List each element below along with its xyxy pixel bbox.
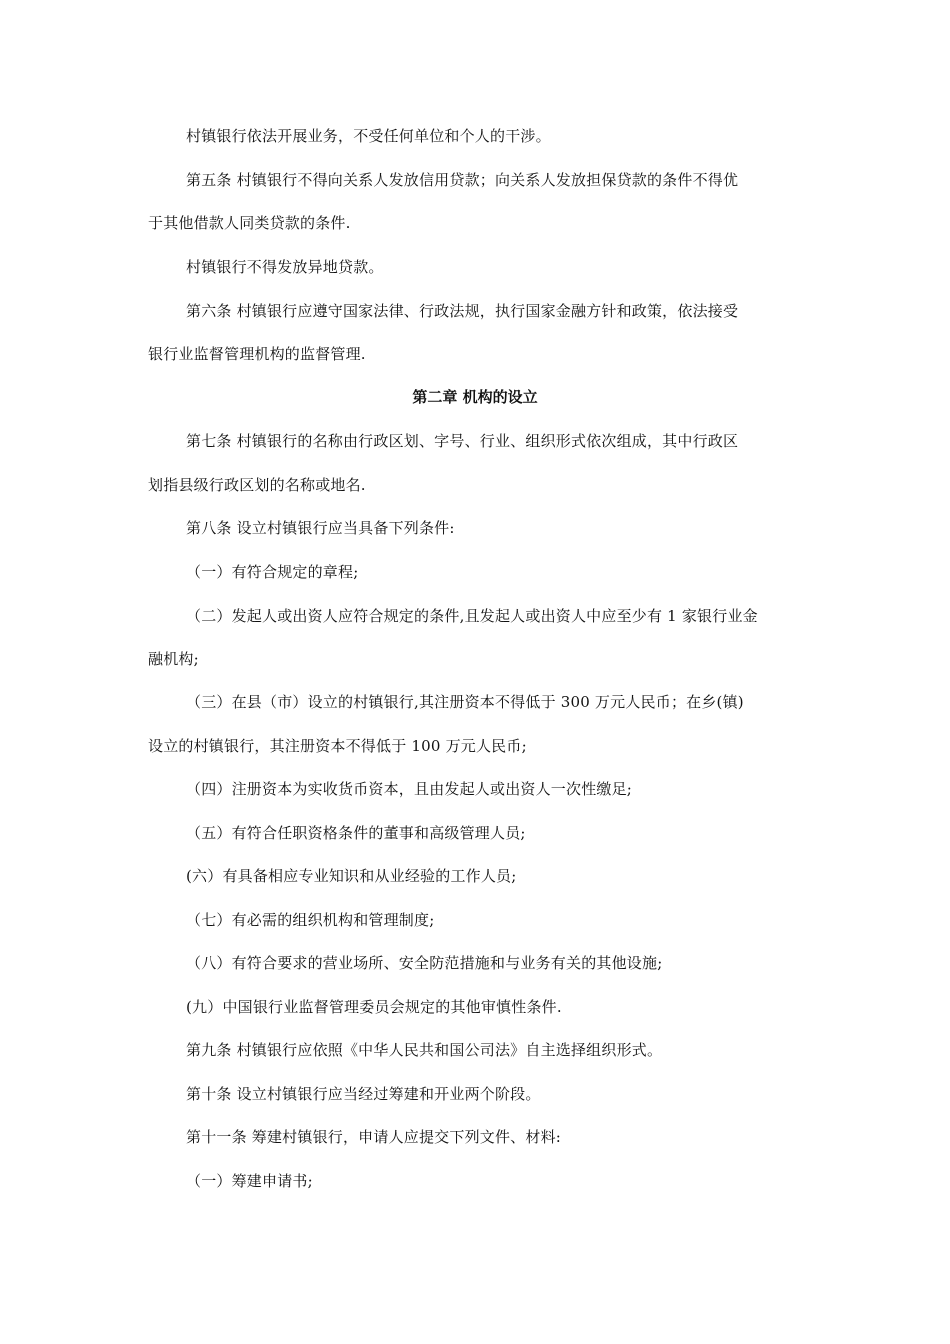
article-6-line-1: 第六条 村镇银行应遵守国家法律、行政法规，执行国家金融方针和政策，依法接受 <box>186 302 739 320</box>
list-item-continuation: 融机构; <box>148 650 199 668</box>
article-9-line: 第九条 村镇银行应依照《中华人民共和国公司法》自主选择组织形式。 <box>186 1041 663 1059</box>
list-item: （三）在县（市）设立的村镇银行,其注册资本不得低于 300 万元人民币；在乡(镇) <box>186 693 744 711</box>
list-item-continuation: 设立的村镇银行，其注册资本不得低于 100 万元人民币; <box>148 737 527 755</box>
article-7-line-2: 划指县级行政区划的名称或地名. <box>148 476 366 494</box>
article-8-line: 第八条 设立村镇银行应当具备下列条件: <box>186 519 455 537</box>
paragraph-line: 村镇银行不得发放异地贷款。 <box>186 258 384 276</box>
list-item: （五）有符合任职资格条件的董事和高级管理人员; <box>186 824 526 842</box>
list-item: （一）有符合规定的章程; <box>186 563 359 581</box>
article-10-line: 第十条 设立村镇银行应当经过筹建和开业两个阶段。 <box>186 1085 541 1103</box>
paragraph-line: 村镇银行依法开展业务，不受任何单位和个人的干涉。 <box>186 127 551 145</box>
article-5-line-2: 于其他借款人同类贷款的条件. <box>148 214 351 232</box>
list-item: （二）发起人或出资人应符合规定的条件,且发起人或出资人中应至少有 1 家银行业金 <box>186 607 758 625</box>
list-item: （四）注册资本为实收货币资本，且由发起人或出资人一次性缴足; <box>186 780 633 798</box>
article-6-line-2: 银行业监督管理机构的监督管理. <box>148 345 366 363</box>
article-11-line: 第十一条 筹建村镇银行，申请人应提交下列文件、材料: <box>186 1128 562 1146</box>
list-item: (九）中国银行业监督管理委员会规定的其他审慎性条件. <box>186 998 562 1016</box>
chapter-heading: 第二章 机构的设立 <box>412 388 538 406</box>
list-item: （七）有必需的组织机构和管理制度; <box>186 911 435 929</box>
list-item: （一）筹建申请书; <box>186 1172 313 1190</box>
list-item: (六）有具备相应专业知识和从业经验的工作人员; <box>186 867 517 885</box>
article-5-line-1: 第五条 村镇银行不得向关系人发放信用贷款；向关系人发放担保贷款的条件不得优 <box>186 171 739 189</box>
article-7-line-1: 第七条 村镇银行的名称由行政区划、字号、行业、组织形式依次组成，其中行政区 <box>186 432 739 450</box>
list-item: （八）有符合要求的营业场所、安全防范措施和与业务有关的其他设施; <box>186 954 663 972</box>
